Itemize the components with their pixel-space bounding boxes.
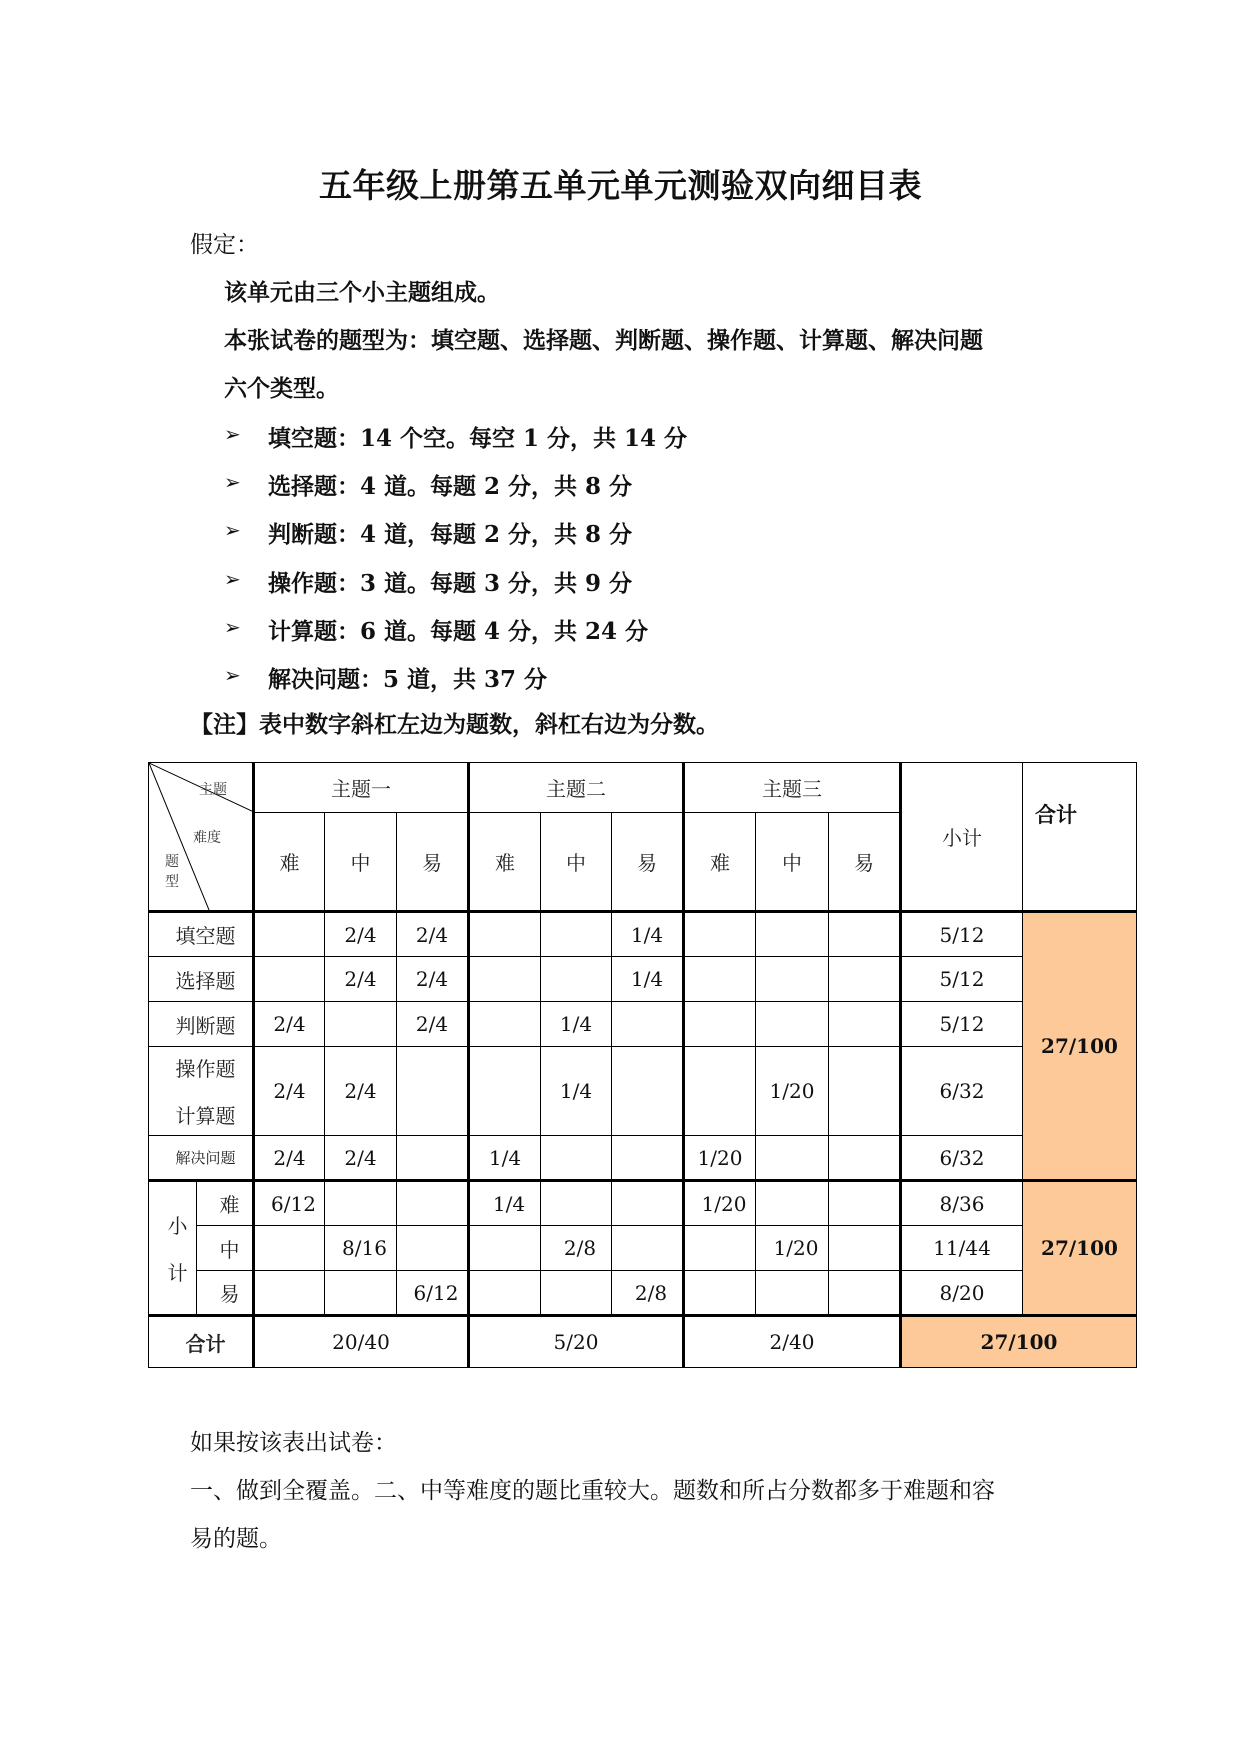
bullet-arrow-icon: ➢	[224, 470, 241, 494]
table-cell	[325, 1181, 397, 1226]
table-cell	[541, 1181, 612, 1226]
table-cell	[397, 1181, 469, 1226]
bullet-arrow-icon: ➢	[224, 615, 241, 639]
corner-type-label-b: 型	[165, 874, 179, 890]
table-cell	[756, 1002, 829, 1047]
table-cell: 1/4	[541, 1002, 612, 1047]
table-row	[149, 1002, 1137, 1047]
subtotal-group-label	[149, 1181, 197, 1316]
bullet-arrow-icon: ➢	[224, 567, 241, 591]
table-row	[149, 1136, 1137, 1181]
intro-line-1: 该单元由三个小主题组成。	[224, 279, 500, 306]
table-cell	[541, 1136, 612, 1181]
row-subtotal: 5/12	[901, 912, 1023, 957]
table-cell	[469, 1226, 541, 1271]
row-type-label: 填空题	[149, 912, 254, 957]
row-subtotal: 11/44	[901, 1226, 1023, 1271]
table-cell	[541, 957, 612, 1002]
table-cell	[684, 1271, 756, 1316]
table-cell	[829, 912, 901, 957]
difficulty-header: 中	[541, 812, 612, 911]
table-cell: 6/12	[254, 1181, 325, 1226]
table-cell	[612, 1002, 684, 1047]
table-row	[149, 1181, 1137, 1226]
closing-line-3: 易的题。	[190, 1526, 282, 1552]
subtotal-level-label: 难	[197, 1181, 254, 1226]
table-cell	[325, 1002, 397, 1047]
row-type-label-part: 操作题	[175, 1057, 236, 1081]
table-cell: 1/4	[612, 957, 684, 1002]
table-cell	[684, 957, 756, 1002]
intro-line-3: 六个类型。	[224, 375, 339, 402]
subtotal-level-label: 易	[197, 1271, 254, 1316]
question-type-item: 计算题：6 道。每题 4 分，共 24 分	[268, 618, 649, 645]
bullet-arrow-icon: ➢	[224, 422, 241, 446]
table-cell: 1/20	[684, 1136, 756, 1181]
assume-label: 假定：	[190, 232, 259, 258]
table-row	[149, 957, 1137, 1002]
table-cell	[829, 1047, 901, 1136]
table-cell: 2/4	[325, 957, 397, 1002]
difficulty-header: 难	[684, 812, 756, 911]
table-cell	[469, 1047, 541, 1136]
table-cell: 2/4	[397, 1002, 469, 1047]
row-type-label-part: 计算题	[175, 1104, 236, 1128]
question-type-item: 选择题：4 道。每题 2 分，共 8 分	[268, 473, 633, 500]
table-cell: 6/12	[397, 1271, 469, 1316]
table-cell: 2/8	[541, 1226, 612, 1271]
corner-topic-label: 主题	[199, 782, 227, 798]
difficulty-header: 易	[612, 812, 684, 911]
topic-header-3: 主题三	[684, 763, 901, 813]
table-cell	[254, 957, 325, 1002]
corner-difficulty-label: 难度	[193, 830, 221, 846]
difficulty-header: 易	[397, 812, 469, 911]
page-title: 五年级上册第五单元单元测验双向细目表	[319, 166, 922, 205]
table-cell	[254, 1226, 325, 1271]
table-cell: 8/16	[325, 1226, 397, 1271]
table-cell: 1/20	[684, 1181, 756, 1226]
table-cell	[254, 1271, 325, 1316]
table-cell	[756, 957, 829, 1002]
corner-type-label-a: 题	[165, 854, 179, 870]
table-row	[149, 1226, 1137, 1271]
question-type-item: 操作题：3 道。每题 3 分，共 9 分	[268, 570, 633, 597]
row-type-label	[149, 1047, 254, 1136]
table-cell	[469, 1002, 541, 1047]
table-cell: 2/4	[397, 957, 469, 1002]
table-cell: 2/4	[254, 1002, 325, 1047]
table-cell	[541, 912, 612, 957]
topic-header-1: 主题一	[254, 763, 469, 813]
table-cell: 2/4	[325, 912, 397, 957]
table-cell	[829, 957, 901, 1002]
table-cell	[829, 1181, 901, 1226]
table-row	[149, 1047, 1137, 1136]
table-cell	[469, 1271, 541, 1316]
row-subtotal: 8/36	[901, 1181, 1023, 1226]
row-type-label: 选择题	[149, 957, 254, 1002]
table-cell: 1/20	[756, 1047, 829, 1136]
table-cell	[541, 1271, 612, 1316]
upper-total-cell: 27/100	[1023, 912, 1137, 1181]
total-header: 合计	[1023, 763, 1137, 912]
table-cell	[254, 912, 325, 957]
difficulty-header: 中	[756, 812, 829, 911]
table-cell: 1/4	[541, 1047, 612, 1136]
table-cell: 1/4	[612, 912, 684, 957]
row-subtotal: 6/32	[901, 1136, 1023, 1181]
table-cell	[684, 1002, 756, 1047]
total-row-label: 合计	[149, 1316, 254, 1368]
row-type-label: 判断题	[149, 1002, 254, 1047]
row-subtotal: 6/32	[901, 1047, 1023, 1136]
table-cell	[684, 1047, 756, 1136]
table-cell	[829, 1002, 901, 1047]
table-row	[149, 1316, 1137, 1368]
table-cell: 1/20	[756, 1226, 829, 1271]
row-subtotal: 8/20	[901, 1271, 1023, 1316]
subtotal-header: 小计	[901, 763, 1023, 912]
table-cell: 1/4	[469, 1181, 541, 1226]
table-cell	[684, 912, 756, 957]
table-cell	[756, 912, 829, 957]
spec-table	[148, 762, 1137, 1368]
table-cell	[829, 1136, 901, 1181]
intro-line-2: 本张试卷的题型为：填空题、选择题、判断题、操作题、计算题、解决问题	[224, 327, 983, 354]
closing-line-2: 一、做到全覆盖。二、中等难度的题比重较大。题数和所占分数都多于难题和容	[190, 1478, 995, 1504]
question-type-item: 填空题：14 个空。每空 1 分，共 14 分	[268, 425, 688, 452]
table-cell: 2/8	[612, 1271, 684, 1316]
topic-total: 2/40	[684, 1316, 901, 1368]
subtotal-group-label-part: 计	[167, 1261, 188, 1285]
table-row	[149, 912, 1137, 957]
topic-total: 20/40	[254, 1316, 469, 1368]
table-cell	[756, 1271, 829, 1316]
table-cell	[397, 1136, 469, 1181]
table-cell	[469, 957, 541, 1002]
table-cell	[612, 1226, 684, 1271]
row-subtotal: 5/12	[901, 1002, 1023, 1047]
table-cell	[684, 1226, 756, 1271]
difficulty-header: 难	[254, 812, 325, 911]
row-type-label: 解决问题	[149, 1136, 254, 1181]
table-cell	[829, 1226, 901, 1271]
table-corner-cell	[149, 763, 254, 912]
table-cell: 2/4	[254, 1047, 325, 1136]
row-subtotal: 5/12	[901, 957, 1023, 1002]
table-cell	[397, 1047, 469, 1136]
closing-line-1: 如果按该表出试卷：	[190, 1430, 397, 1456]
table-cell	[612, 1047, 684, 1136]
question-type-item: 解决问题：5 道，共 37 分	[268, 666, 548, 693]
subtotal-group-label-part: 小	[167, 1214, 188, 1238]
table-cell: 2/4	[254, 1136, 325, 1181]
table-cell	[756, 1181, 829, 1226]
table-cell	[612, 1181, 684, 1226]
table-cell	[612, 1136, 684, 1181]
table-cell	[829, 1271, 901, 1316]
table-cell: 1/4	[469, 1136, 541, 1181]
subtotal-level-label: 中	[197, 1226, 254, 1271]
table-cell	[756, 1136, 829, 1181]
difficulty-header: 难	[469, 812, 541, 911]
table-note: 【注】表中数字斜杠左边为题数，斜杠右边为分数。	[190, 711, 719, 738]
lower-total-cell: 27/100	[1023, 1181, 1137, 1316]
table-cell	[469, 912, 541, 957]
topic-total: 5/20	[469, 1316, 684, 1368]
table-cell: 2/4	[325, 1047, 397, 1136]
table-cell: 2/4	[397, 912, 469, 957]
bullet-arrow-icon: ➢	[224, 518, 241, 542]
table-cell	[397, 1226, 469, 1271]
difficulty-header: 中	[325, 812, 397, 911]
difficulty-header: 易	[829, 812, 901, 911]
grand-total-cell: 27/100	[901, 1316, 1137, 1368]
bullet-arrow-icon: ➢	[224, 663, 241, 687]
question-type-item: 判断题：4 道，每题 2 分，共 8 分	[268, 521, 633, 548]
topic-header-2: 主题二	[469, 763, 684, 813]
table-row	[149, 1271, 1137, 1316]
table-cell	[325, 1271, 397, 1316]
table-cell: 2/4	[325, 1136, 397, 1181]
